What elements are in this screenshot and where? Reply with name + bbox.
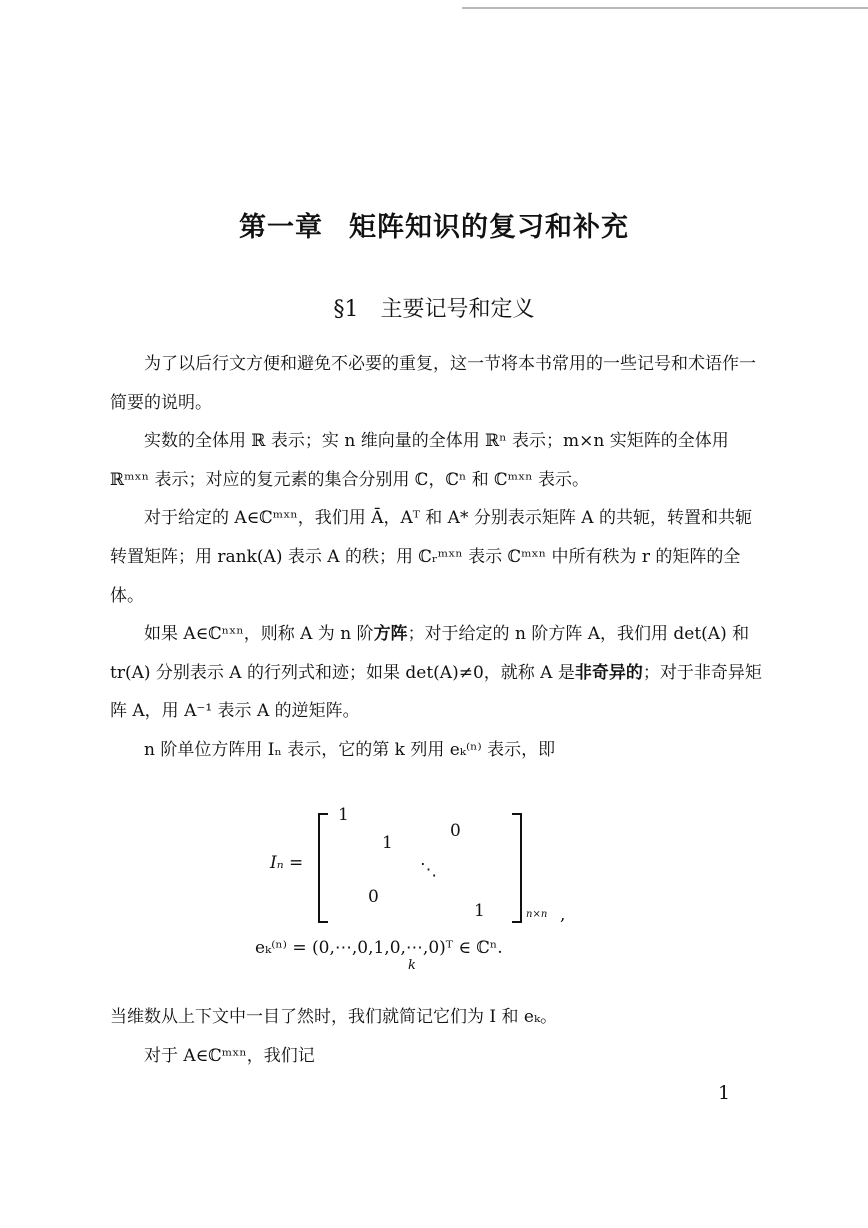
matrix-entry-2-2: 1 bbox=[382, 833, 393, 853]
top-rule bbox=[462, 7, 868, 9]
unit-vector-text: eₖ⁽ⁿ⁾ = (0,⋯,0,1,0,⋯,0)ᵀ ∈ ℂⁿ. bbox=[255, 938, 503, 958]
chapter-name: 矩阵知识的复习和补充 bbox=[349, 212, 629, 243]
page-number: 1 bbox=[718, 1082, 731, 1104]
section-name: 主要记号和定义 bbox=[380, 297, 535, 322]
matrix-trailing-comma: , bbox=[560, 905, 566, 925]
paragraph-identity: n 阶单位方阵用 Iₙ 表示，它的第 k 列用 eₖ⁽ⁿ⁾ 表示，即 bbox=[144, 739, 556, 760]
matrix-entry-1-1: 1 bbox=[338, 805, 349, 825]
left-bracket bbox=[318, 813, 328, 923]
matrix-entry-n-n: 1 bbox=[474, 901, 485, 921]
unit-vector-equation bbox=[255, 938, 503, 973]
matrix-zero-upper: 0 bbox=[450, 821, 461, 841]
right-bracket bbox=[512, 813, 522, 923]
body-text bbox=[110, 345, 762, 770]
matrix-size-label: n×n bbox=[526, 909, 548, 920]
closing-text bbox=[110, 998, 762, 1075]
matrix-dots: ⋱ bbox=[420, 860, 437, 880]
p4-part-b: ；对于给定的 n 阶方阵 A，我们用 det(A) 和 tr(A) 分别表示 A 的行列式和迹；如果 det(A)≠0，就称 A 是 bbox=[110, 624, 750, 683]
paragraph-abbreviation: 当维数从上下文中一目了然时，我们就简记它们为 I 和 eₖ。 bbox=[110, 1007, 558, 1027]
chapter-number: 第一章 bbox=[239, 212, 323, 243]
section-title bbox=[0, 292, 868, 323]
term-nonsingular: 非奇异的 bbox=[574, 662, 643, 683]
paragraph-square-matrix bbox=[110, 615, 762, 731]
term-square-matrix: 方阵 bbox=[373, 624, 408, 645]
p4-part-c: ；对于非奇异矩阵 A，用 A⁻¹ 表示 A 的逆矩阵。 bbox=[110, 662, 762, 722]
matrix-lhs: Iₙ = bbox=[270, 853, 304, 873]
paragraph-notation: 对于 A∈ℂᵐˣⁿ，我们记 bbox=[144, 1045, 315, 1066]
section-number: §1 bbox=[333, 297, 359, 322]
unit-vector-k-label: k bbox=[408, 958, 416, 973]
p4-part-a: 如果 A∈ℂⁿˣⁿ，则称 A 为 n 阶 bbox=[144, 624, 374, 645]
paragraph-intro: 为了以后行文方便和避免不必要的重复，这一节将本书常用的一些记号和术语作一简要的说明。 bbox=[110, 354, 756, 413]
paragraph-conjugate: 对于给定的 A∈ℂᵐˣⁿ，我们用 Ā，Aᵀ 和 A* 分别表示矩阵 A 的共轭，转置和共轭转置矩阵；用 rank(A) 表示 A 的秩；用 ℂᵣᵐˣⁿ 表示 ℂᵐˣⁿ 中所有秩为 r 的矩阵的全体。 bbox=[110, 508, 752, 606]
chapter-title bbox=[0, 205, 868, 244]
identity-matrix bbox=[270, 805, 600, 925]
paragraph-real-sets: 实数的全体用 ℝ 表示；实 n 维向量的全体用 ℝⁿ 表示；m×n 实矩阵的全体用 ℝᵐˣⁿ 表示；对应的复元素的集合分别用 ℂ，ℂⁿ 和 ℂᵐˣⁿ 表示。 bbox=[110, 431, 729, 490]
matrix-zero-lower: 0 bbox=[368, 887, 379, 907]
